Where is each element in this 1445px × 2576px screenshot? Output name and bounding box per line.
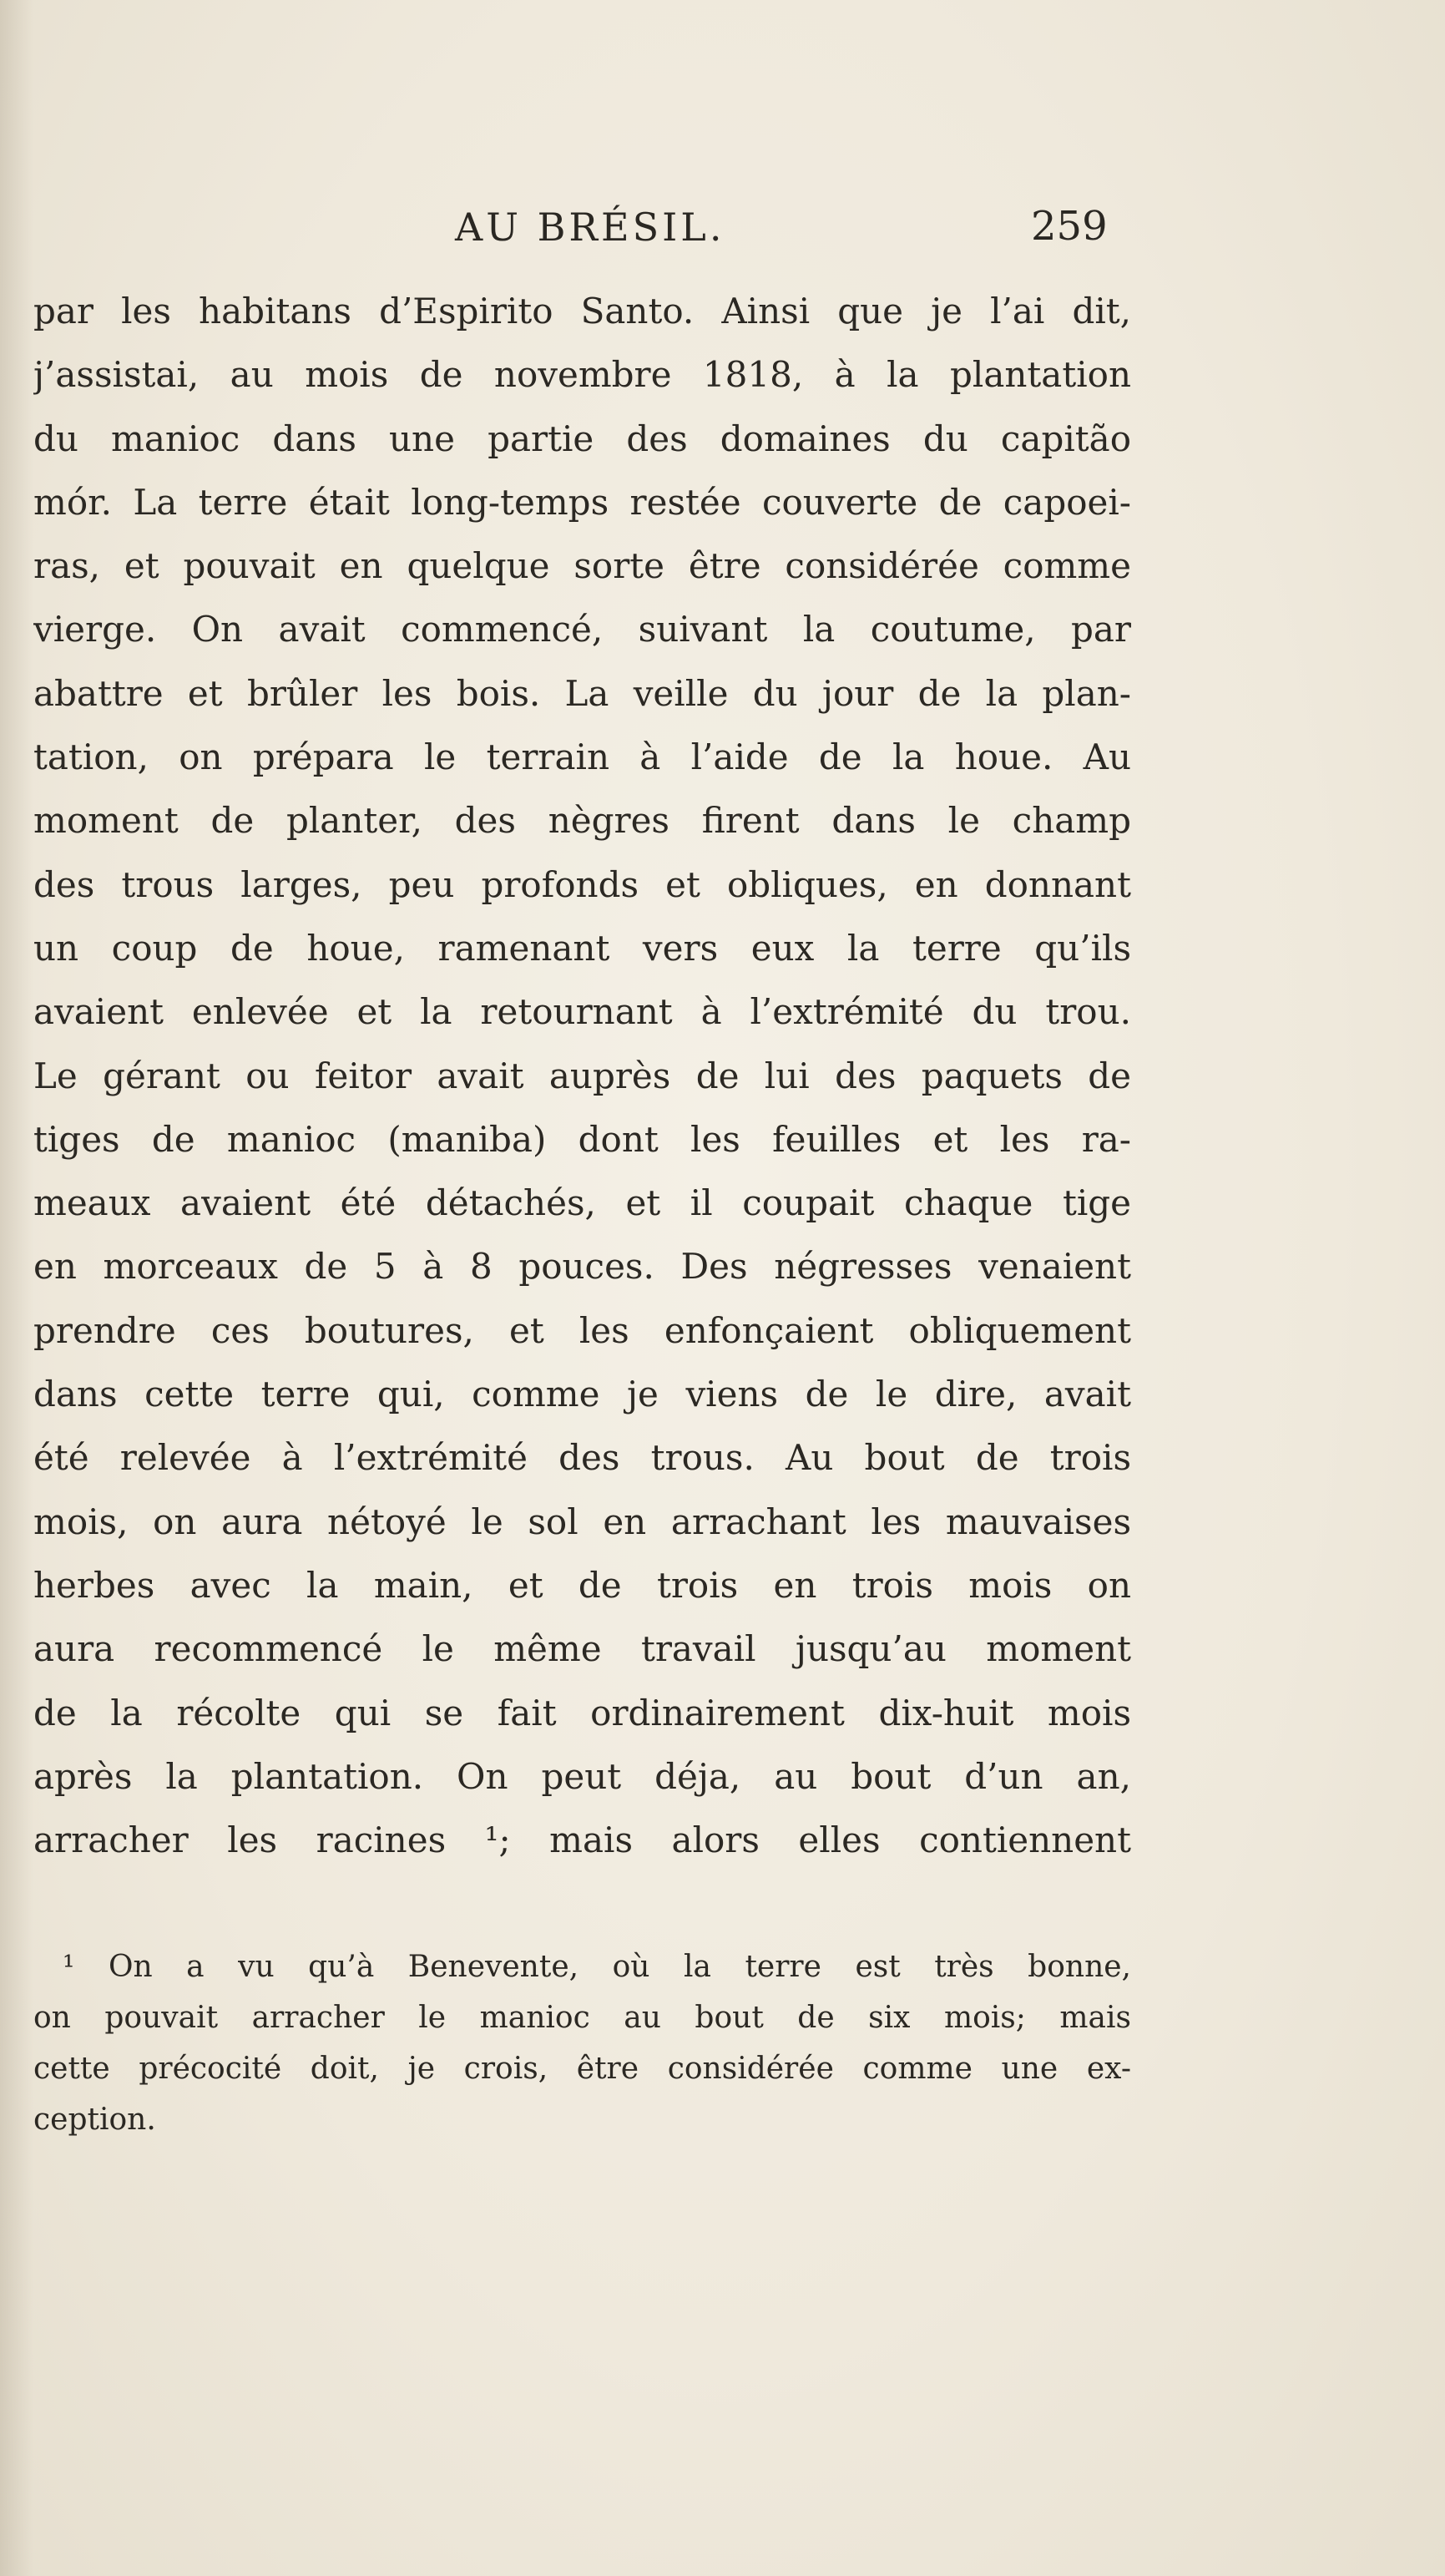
text-line: prendre ces boutures, et les enfonçaient obliquement xyxy=(33,1309,1131,1351)
text-line: vierge. On avait commencé, suivant la coutume, par xyxy=(33,609,1131,650)
text-line: après la plantation. On peut déja, au bout d’un an, xyxy=(33,1755,1131,1797)
text-line: meaux avaient été détachés, et il coupait chaque tige xyxy=(33,1182,1131,1224)
text-line: de la récolte qui se fait ordinairement dix-huit mois xyxy=(33,1692,1131,1733)
text-line: herbes avec la main, et de trois en trois mois on xyxy=(33,1564,1131,1606)
body-text xyxy=(33,280,1131,1872)
text-line: par les habitans d’Espirito Santo. Ainsi que je l’ai dit, xyxy=(33,291,1131,331)
text-line: du manioc dans une partie des domaines du capitão xyxy=(33,418,1131,459)
text-line: abattre et brûler les bois. La veille du jour de la plan- xyxy=(33,672,1131,714)
text-line: aura recommencé le même travail jusqu’au moment xyxy=(33,1628,1131,1670)
footnote-line: on pouvait arracher le manioc au bout de six mois; mais xyxy=(33,2001,1131,2035)
footnote-line: ception. xyxy=(33,2103,156,2137)
text-line: mois, on aura nétoyé le sol en arrachant les mauvaises xyxy=(33,1501,1131,1542)
text-line: tiges de manioc (maniba) dont les feuilles et les ra- xyxy=(33,1118,1131,1160)
text-line: des trous larges, peu profonds et obliques, en donnant xyxy=(33,863,1131,905)
text-line: moment de planter, des nègres firent dans le champ xyxy=(33,800,1131,842)
text-line: un coup de houe, ramenant vers eux la terre qu’ils xyxy=(33,927,1131,969)
text-line: dans cette terre qui, comme je viens de le dire, avait xyxy=(33,1374,1131,1415)
text-line: avaient enlevée et la retournant à l’extrémité du trou. xyxy=(33,991,1131,1033)
text-line: été relevée à l’extrémité des trous. Au bout de trois xyxy=(33,1437,1131,1479)
text-line: tation, on prépara le terrain à l’aide de la houe. Au xyxy=(33,736,1131,778)
page-header xyxy=(0,196,1445,271)
running-title: AU BRÉSIL. xyxy=(455,205,725,250)
text-line: Le gérant ou feitor avait auprès de lui des paquets de xyxy=(33,1055,1131,1096)
page-number: 259 xyxy=(1031,203,1108,250)
footnote-line: ¹ On a vu qu’à Benevente, où la terre est très bonne, xyxy=(63,1950,1131,1984)
text-line: ras, et pouvait en quelque sorte être considérée comme xyxy=(33,545,1131,587)
text-line: arracher les racines ¹; mais alors elles contiennent xyxy=(33,1819,1131,1861)
footnote xyxy=(33,1941,1131,2145)
page-gutter-shadow xyxy=(0,0,33,2576)
text-line: mór. La terre était long-temps restée couverte de capoei- xyxy=(33,481,1131,523)
text-line: j’assistai, au mois de novembre 1818, à la plantation xyxy=(33,354,1131,396)
text-line: en morceaux de 5 à 8 pouces. Des négresses venaient xyxy=(33,1246,1131,1288)
footnote-line: cette précocité doit, je crois, être considérée comme une ex- xyxy=(33,2052,1131,2086)
